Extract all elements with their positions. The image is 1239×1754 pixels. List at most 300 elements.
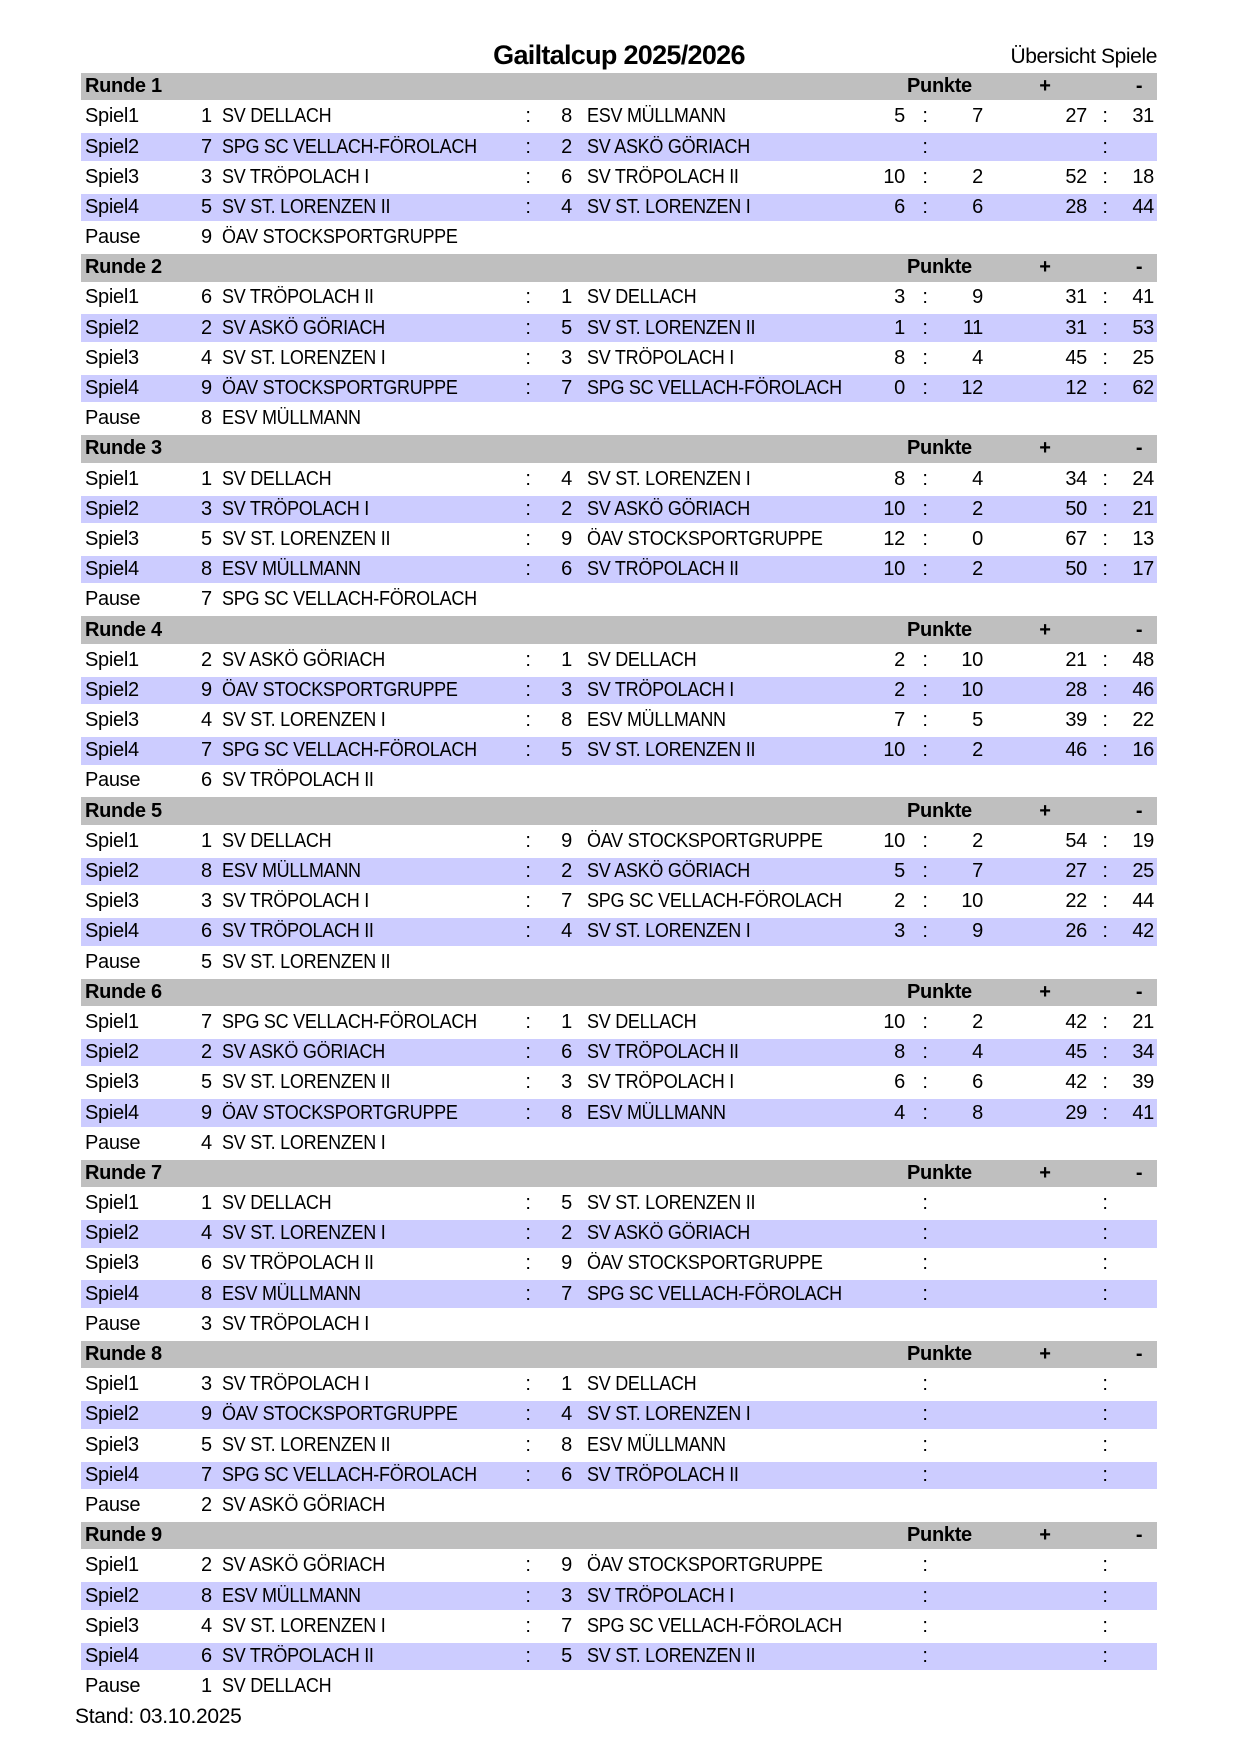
away-team-number: 9 bbox=[561, 1252, 572, 1275]
teams-separator: : bbox=[525, 1252, 531, 1275]
game-row bbox=[81, 1370, 1157, 1400]
pause-row bbox=[81, 223, 1157, 253]
game-label: Spiel4 bbox=[85, 1101, 139, 1124]
stones-separator: : bbox=[1102, 1252, 1108, 1275]
away-team-name-text: SPG SC VELLACH-FÖROLACH bbox=[587, 377, 842, 400]
points-home: 12 bbox=[883, 527, 905, 550]
teams-separator: : bbox=[525, 135, 531, 158]
round-header-row bbox=[81, 72, 1157, 102]
minus-column-header: - bbox=[1135, 799, 1143, 822]
points-home: 5 bbox=[894, 105, 905, 128]
game-row bbox=[81, 856, 1157, 886]
row-band bbox=[81, 345, 1157, 372]
away-team-name bbox=[574, 527, 823, 551]
round-label: Runde 8 bbox=[85, 1343, 162, 1366]
away-team-name bbox=[574, 1403, 758, 1426]
points-away: 2 bbox=[972, 829, 983, 852]
points-separator: : bbox=[922, 678, 928, 701]
stones-minus: 16 bbox=[1132, 739, 1154, 762]
stones-plus: 50 bbox=[1065, 558, 1087, 581]
home-team-name-text: SV ST. LORENZEN I bbox=[222, 1222, 386, 1245]
away-team-number: 6 bbox=[561, 1463, 572, 1486]
row-band bbox=[81, 1280, 1157, 1307]
teams-separator: : bbox=[525, 860, 531, 883]
home-team-name bbox=[211, 347, 514, 370]
game-row bbox=[81, 1068, 1157, 1098]
teams-separator: : bbox=[525, 346, 531, 369]
home-team-name bbox=[211, 1464, 514, 1487]
points-away: 6 bbox=[972, 195, 983, 218]
stones-separator: : bbox=[1102, 497, 1108, 520]
row-band bbox=[81, 1341, 1157, 1368]
stones-separator: : bbox=[1102, 1101, 1108, 1124]
away-team-name-text: SV TRÖPOLACH I bbox=[587, 346, 734, 369]
stones-plus: 39 bbox=[1065, 709, 1087, 732]
row-band bbox=[81, 737, 1157, 764]
teams-separator: : bbox=[525, 286, 531, 309]
stones-minus: 39 bbox=[1132, 1071, 1154, 1094]
away-team-number: 5 bbox=[561, 1644, 572, 1667]
stones-minus: 18 bbox=[1132, 165, 1154, 188]
stones-minus: 19 bbox=[1132, 829, 1154, 852]
away-team-number: 9 bbox=[561, 527, 572, 550]
points-column-header: Punkte bbox=[907, 980, 972, 1003]
away-team-name-text: SV TRÖPOLACH I bbox=[587, 1584, 734, 1607]
home-team-name bbox=[211, 498, 514, 521]
game-label: Spiel1 bbox=[85, 648, 139, 671]
points-column-header: Punkte bbox=[907, 256, 972, 279]
away-team-number: 7 bbox=[561, 377, 572, 400]
away-team-name-text: ESV MÜLLMANN bbox=[587, 709, 726, 732]
pause-row bbox=[81, 585, 1157, 615]
home-team-name bbox=[211, 830, 514, 853]
round-header-row bbox=[81, 977, 1157, 1007]
stones-separator: : bbox=[1102, 1644, 1108, 1667]
stones-minus: 44 bbox=[1132, 890, 1154, 913]
game-label: Spiel1 bbox=[85, 467, 139, 490]
pause-row bbox=[81, 1309, 1157, 1339]
away-team-name-text: SV ST. LORENZEN II bbox=[587, 316, 756, 339]
home-team-number: 4 bbox=[201, 346, 212, 369]
points-column-header: Punkte bbox=[907, 618, 972, 641]
stones-plus: 26 bbox=[1065, 920, 1087, 943]
pause-team-name-text: ÖAV STOCKSPORTGRUPPE bbox=[222, 226, 458, 249]
pause-team-name-text: SV DELLACH bbox=[222, 1675, 332, 1698]
stones-plus: 28 bbox=[1065, 678, 1087, 701]
away-team-name-text: ESV MÜLLMANN bbox=[587, 1433, 726, 1456]
row-band bbox=[81, 948, 1157, 975]
away-team-name-text: SV ST. LORENZEN II bbox=[587, 1644, 756, 1667]
row-band bbox=[81, 375, 1157, 402]
row-band bbox=[81, 828, 1157, 855]
pause-team-name-text: SV TRÖPOLACH I bbox=[222, 1312, 369, 1335]
schedule-table bbox=[81, 72, 1157, 1702]
row-band bbox=[81, 284, 1157, 311]
away-team-number: 9 bbox=[561, 829, 572, 852]
pause-team-name-text: SV ST. LORENZEN II bbox=[222, 950, 391, 973]
row-band bbox=[81, 133, 1157, 160]
home-team-name-text: ÖAV STOCKSPORTGRUPPE bbox=[222, 1403, 458, 1426]
points-away: 7 bbox=[972, 105, 983, 128]
home-team-number: 7 bbox=[201, 135, 212, 158]
away-team-name bbox=[574, 377, 842, 400]
game-row bbox=[81, 917, 1157, 947]
points-home: 2 bbox=[894, 890, 905, 913]
round-label: Runde 4 bbox=[85, 618, 162, 641]
points-away: 11 bbox=[962, 316, 983, 339]
home-team-name bbox=[211, 1373, 514, 1396]
stones-separator: : bbox=[1102, 105, 1108, 128]
page-title: Gailtalcup 2025/2026 bbox=[493, 40, 745, 70]
stones-separator: : bbox=[1102, 346, 1108, 369]
game-row bbox=[81, 555, 1157, 585]
row-band bbox=[81, 1582, 1157, 1609]
home-team-number: 4 bbox=[201, 1222, 212, 1245]
away-team-name-text: SV TRÖPOLACH I bbox=[587, 1071, 734, 1094]
game-label: Spiel2 bbox=[85, 135, 139, 158]
points-home: 10 bbox=[883, 165, 905, 188]
row-band bbox=[81, 526, 1157, 553]
plus-column-header: + bbox=[1039, 75, 1051, 98]
away-team-name bbox=[574, 860, 758, 883]
home-team-name bbox=[211, 1252, 514, 1275]
points-separator: : bbox=[922, 1071, 928, 1094]
points-home: 10 bbox=[883, 739, 905, 762]
home-team-name-text: SV ASKÖ GÖRIACH bbox=[222, 648, 385, 671]
points-separator: : bbox=[922, 1041, 928, 1064]
away-team-number: 6 bbox=[561, 1041, 572, 1064]
home-team-name-text: SPG SC VELLACH-FÖROLACH bbox=[222, 1010, 477, 1033]
teams-separator: : bbox=[525, 1554, 531, 1577]
away-team-number: 3 bbox=[561, 678, 572, 701]
row-band bbox=[81, 1552, 1157, 1579]
points-home: 7 bbox=[894, 709, 905, 732]
points-home: 6 bbox=[894, 195, 905, 218]
stones-plus: 54 bbox=[1065, 829, 1087, 852]
teams-separator: : bbox=[525, 920, 531, 943]
away-team-name bbox=[574, 196, 758, 219]
home-team-name-text: SV ASKÖ GÖRIACH bbox=[222, 1554, 385, 1577]
row-band bbox=[81, 888, 1157, 915]
stones-separator: : bbox=[1102, 527, 1108, 550]
away-team-name bbox=[574, 105, 758, 128]
teams-separator: : bbox=[525, 829, 531, 852]
round-label: Runde 1 bbox=[85, 75, 162, 98]
points-column-header: Punkte bbox=[907, 1524, 972, 1547]
home-team-name-text: SV DELLACH bbox=[222, 829, 332, 852]
points-separator: : bbox=[922, 497, 928, 520]
home-team-name-text: SV TRÖPOLACH II bbox=[222, 1644, 374, 1667]
points-away: 8 bbox=[972, 1101, 983, 1124]
away-team-name bbox=[574, 1252, 823, 1275]
row-band bbox=[81, 103, 1157, 130]
pause-team-number: 9 bbox=[201, 226, 212, 249]
points-away: 6 bbox=[972, 1071, 983, 1094]
away-team-number: 1 bbox=[561, 1010, 572, 1033]
away-team-name-text: SV ASKÖ GÖRIACH bbox=[587, 1222, 750, 1245]
home-team-name bbox=[211, 1434, 514, 1457]
teams-separator: : bbox=[525, 377, 531, 400]
stones-separator: : bbox=[1102, 1222, 1108, 1245]
round-header-row bbox=[81, 1521, 1157, 1551]
away-team-number: 3 bbox=[561, 1071, 572, 1094]
stones-separator: : bbox=[1102, 286, 1108, 309]
game-label: Spiel2 bbox=[85, 1403, 139, 1426]
away-team-name bbox=[574, 1373, 758, 1396]
points-home: 10 bbox=[883, 829, 905, 852]
game-label: Spiel4 bbox=[85, 1282, 139, 1305]
pause-row bbox=[81, 1128, 1157, 1158]
away-team-name bbox=[574, 286, 758, 309]
stones-plus: 67 bbox=[1065, 527, 1087, 550]
points-home: 3 bbox=[894, 286, 905, 309]
away-team-number: 1 bbox=[561, 1373, 572, 1396]
home-team-number: 6 bbox=[201, 286, 212, 309]
plus-column-header: + bbox=[1039, 1343, 1051, 1366]
pause-team-number: 2 bbox=[201, 1493, 212, 1516]
stones-plus: 27 bbox=[1065, 860, 1087, 883]
game-row bbox=[81, 524, 1157, 554]
row-band bbox=[81, 1462, 1157, 1489]
away-team-name bbox=[574, 1222, 758, 1245]
home-team-name-text: SV ST. LORENZEN I bbox=[222, 346, 386, 369]
game-row bbox=[81, 645, 1157, 675]
points-separator: : bbox=[922, 346, 928, 369]
stones-minus: 41 bbox=[1132, 1101, 1154, 1124]
teams-separator: : bbox=[525, 195, 531, 218]
home-team-number: 8 bbox=[201, 1282, 212, 1305]
round-label: Runde 7 bbox=[85, 1161, 162, 1184]
away-team-name-text: ESV MÜLLMANN bbox=[587, 1101, 726, 1124]
home-team-name-text: SV TRÖPOLACH II bbox=[222, 1252, 374, 1275]
home-team-name bbox=[211, 679, 514, 702]
stones-separator: : bbox=[1102, 1010, 1108, 1033]
teams-separator: : bbox=[525, 1222, 531, 1245]
home-team-name-text: ÖAV STOCKSPORTGRUPPE bbox=[222, 678, 458, 701]
stones-separator: : bbox=[1102, 1584, 1108, 1607]
points-away: 5 bbox=[972, 709, 983, 732]
home-team-name bbox=[211, 920, 514, 943]
away-team-number: 6 bbox=[561, 558, 572, 581]
points-home: 8 bbox=[894, 1041, 905, 1064]
home-team-name-text: ESV MÜLLMANN bbox=[222, 860, 361, 883]
pause-team-name-text: SV ASKÖ GÖRIACH bbox=[222, 1493, 385, 1516]
row-band bbox=[81, 1401, 1157, 1428]
away-team-name-text: ÖAV STOCKSPORTGRUPPE bbox=[587, 1554, 823, 1577]
points-home: 10 bbox=[883, 558, 905, 581]
points-home: 10 bbox=[883, 1010, 905, 1033]
game-row bbox=[81, 1581, 1157, 1611]
minus-column-header: - bbox=[1135, 437, 1143, 460]
away-team-name-text: ÖAV STOCKSPORTGRUPPE bbox=[587, 527, 823, 550]
row-band bbox=[81, 405, 1157, 432]
points-home: 4 bbox=[894, 1101, 905, 1124]
points-separator: : bbox=[922, 377, 928, 400]
row-band bbox=[81, 707, 1157, 734]
row-band bbox=[81, 1130, 1157, 1157]
home-team-name bbox=[211, 1554, 514, 1577]
points-separator: : bbox=[922, 829, 928, 852]
away-team-name bbox=[574, 468, 758, 491]
points-column-header: Punkte bbox=[907, 437, 972, 460]
points-separator: : bbox=[922, 105, 928, 128]
points-separator: : bbox=[922, 527, 928, 550]
row-band bbox=[81, 1099, 1157, 1126]
teams-separator: : bbox=[525, 527, 531, 550]
home-team-name-text: SV ASKÖ GÖRIACH bbox=[222, 316, 385, 339]
home-team-name bbox=[211, 1615, 514, 1638]
home-team-number: 3 bbox=[201, 497, 212, 520]
home-team-number: 5 bbox=[201, 527, 212, 550]
points-column-header: Punkte bbox=[907, 75, 972, 98]
game-row bbox=[81, 706, 1157, 736]
game-label: Spiel4 bbox=[85, 920, 139, 943]
stones-separator: : bbox=[1102, 920, 1108, 943]
pause-label: Pause bbox=[85, 588, 141, 611]
home-team-number: 7 bbox=[201, 1463, 212, 1486]
points-separator: : bbox=[922, 1373, 928, 1396]
game-label: Spiel2 bbox=[85, 678, 139, 701]
teams-separator: : bbox=[525, 1614, 531, 1637]
home-team-number: 3 bbox=[201, 165, 212, 188]
stones-minus: 17 bbox=[1132, 558, 1154, 581]
game-row bbox=[81, 1400, 1157, 1430]
teams-separator: : bbox=[525, 1403, 531, 1426]
points-separator: : bbox=[922, 1554, 928, 1577]
away-team-name-text: SV ST. LORENZEN I bbox=[587, 920, 751, 943]
points-away: 2 bbox=[972, 165, 983, 188]
points-separator: : bbox=[922, 467, 928, 490]
pause-row bbox=[81, 947, 1157, 977]
stones-minus: 46 bbox=[1132, 678, 1154, 701]
away-team-name-text: SV TRÖPOLACH II bbox=[587, 1463, 739, 1486]
points-away: 2 bbox=[972, 1010, 983, 1033]
home-team-name bbox=[211, 890, 514, 913]
away-team-name-text: SV TRÖPOLACH I bbox=[587, 678, 734, 701]
points-column-header: Punkte bbox=[907, 799, 972, 822]
teams-separator: : bbox=[525, 1282, 531, 1305]
stones-separator: : bbox=[1102, 860, 1108, 883]
points-away: 2 bbox=[972, 497, 983, 520]
away-team-name-text: ÖAV STOCKSPORTGRUPPE bbox=[587, 829, 823, 852]
game-row bbox=[81, 1460, 1157, 1490]
pause-team-name bbox=[211, 1494, 514, 1517]
stones-separator: : bbox=[1102, 1433, 1108, 1456]
home-team-name-text: ÖAV STOCKSPORTGRUPPE bbox=[222, 377, 458, 400]
away-team-name bbox=[574, 317, 758, 340]
home-team-name bbox=[211, 739, 514, 762]
away-team-number: 4 bbox=[561, 467, 572, 490]
minus-column-header: - bbox=[1135, 75, 1143, 98]
away-team-number: 2 bbox=[561, 497, 572, 520]
row-band bbox=[81, 1220, 1157, 1247]
home-team-number: 3 bbox=[201, 890, 212, 913]
row-band bbox=[81, 1673, 1157, 1700]
home-team-name bbox=[211, 860, 514, 883]
stones-plus: 46 bbox=[1065, 739, 1087, 762]
row-band bbox=[81, 1431, 1157, 1458]
teams-separator: : bbox=[525, 1373, 531, 1396]
game-label: Spiel1 bbox=[85, 1373, 139, 1396]
plus-column-header: + bbox=[1039, 437, 1051, 460]
home-team-number: 8 bbox=[201, 1584, 212, 1607]
away-team-number: 5 bbox=[561, 1192, 572, 1215]
away-team-name-text: SV DELLACH bbox=[587, 648, 697, 671]
home-team-number: 5 bbox=[201, 1071, 212, 1094]
away-team-name-text: SV DELLACH bbox=[587, 286, 697, 309]
stones-plus: 31 bbox=[1065, 316, 1087, 339]
row-band bbox=[81, 677, 1157, 704]
home-team-name-text: SV TRÖPOLACH I bbox=[222, 497, 369, 520]
stones-minus: 41 bbox=[1132, 286, 1154, 309]
round-header-row bbox=[81, 615, 1157, 645]
teams-separator: : bbox=[525, 558, 531, 581]
game-label: Spiel2 bbox=[85, 1222, 139, 1245]
stones-plus: 31 bbox=[1065, 286, 1087, 309]
stones-minus: 62 bbox=[1132, 377, 1154, 400]
points-separator: : bbox=[922, 1282, 928, 1305]
pause-label: Pause bbox=[85, 1312, 141, 1335]
stones-minus: 48 bbox=[1132, 648, 1154, 671]
home-team-name-text: SV ST. LORENZEN I bbox=[222, 1614, 386, 1637]
home-team-number: 2 bbox=[201, 316, 212, 339]
away-team-name bbox=[574, 1011, 758, 1034]
teams-separator: : bbox=[525, 1041, 531, 1064]
pause-row bbox=[81, 1672, 1157, 1702]
away-team-name bbox=[574, 1102, 758, 1125]
row-band bbox=[81, 1371, 1157, 1398]
away-team-name bbox=[574, 1614, 842, 1638]
game-label: Spiel3 bbox=[85, 890, 139, 913]
game-row bbox=[81, 1551, 1157, 1581]
game-row bbox=[81, 1249, 1157, 1279]
status-date: Stand: 03.10.2025 bbox=[75, 1705, 242, 1728]
stones-plus: 45 bbox=[1065, 346, 1087, 369]
pause-team-number: 8 bbox=[201, 407, 212, 430]
pause-row bbox=[81, 766, 1157, 796]
game-label: Spiel2 bbox=[85, 316, 139, 339]
points-separator: : bbox=[922, 1252, 928, 1275]
teams-separator: : bbox=[525, 1101, 531, 1124]
home-team-number: 4 bbox=[201, 709, 212, 732]
game-row bbox=[81, 283, 1157, 313]
stones-plus: 28 bbox=[1065, 195, 1087, 218]
round-header-row bbox=[81, 1158, 1157, 1188]
away-team-number: 2 bbox=[561, 135, 572, 158]
home-team-name-text: SV ST. LORENZEN II bbox=[222, 1433, 391, 1456]
plus-column-header: + bbox=[1039, 799, 1051, 822]
row-band bbox=[81, 1613, 1157, 1640]
home-team-number: 9 bbox=[201, 1101, 212, 1124]
home-team-number: 6 bbox=[201, 1252, 212, 1275]
home-team-name bbox=[211, 1222, 514, 1245]
stones-minus: 25 bbox=[1132, 346, 1154, 369]
stones-separator: : bbox=[1102, 316, 1108, 339]
game-label: Spiel4 bbox=[85, 195, 139, 218]
game-row bbox=[81, 675, 1157, 705]
pause-team-number: 3 bbox=[201, 1312, 212, 1335]
away-team-number: 9 bbox=[561, 1554, 572, 1577]
home-team-name bbox=[211, 1645, 514, 1668]
pause-label: Pause bbox=[85, 1131, 141, 1154]
away-team-name bbox=[574, 558, 758, 581]
home-team-name-text: ESV MÜLLMANN bbox=[222, 1282, 361, 1305]
stones-separator: : bbox=[1102, 195, 1108, 218]
game-label: Spiel1 bbox=[85, 105, 139, 128]
points-separator: : bbox=[922, 1403, 928, 1426]
home-team-name bbox=[211, 709, 514, 732]
home-team-name bbox=[211, 649, 514, 672]
